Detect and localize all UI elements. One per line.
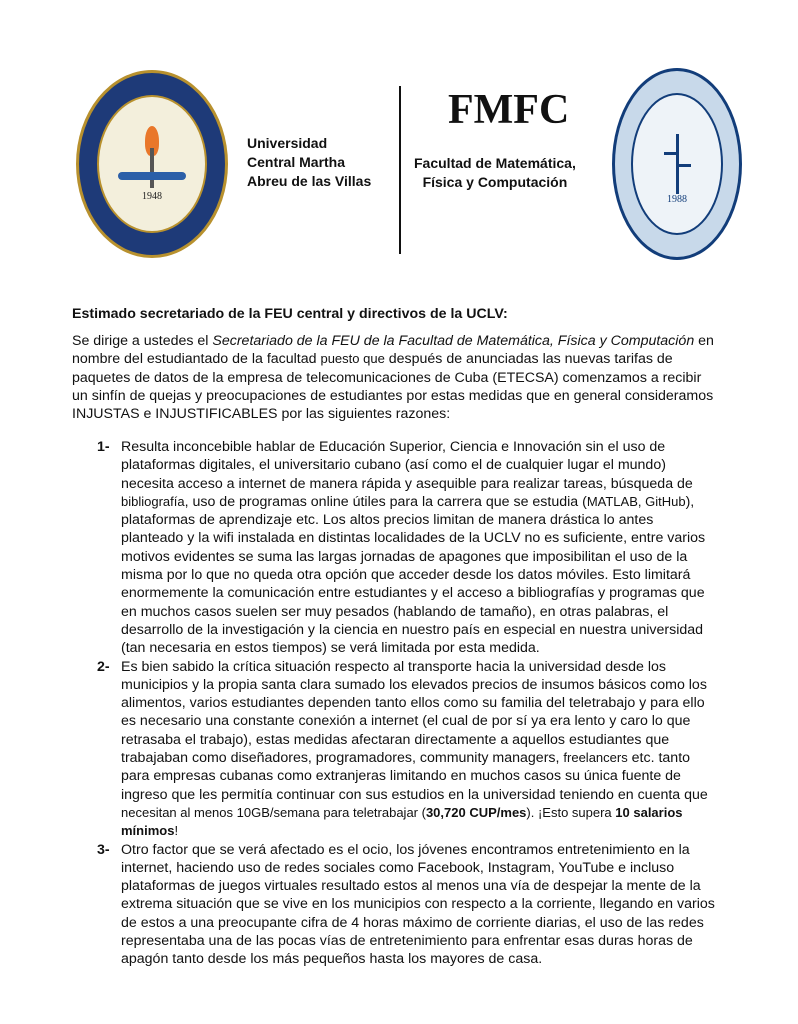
reason-line: municipios y la propia santa clara sumado los elevados precios de insumos básicos como los (121, 676, 707, 693)
intro-text: en (694, 333, 714, 349)
intro-line: paquetes de datos de la empresa de telecomunicaciones de Cuba (ETECSA) comenzamos a recibir (72, 369, 702, 386)
intro-line: un sinfín de quejas y preocupaciones de estudiantes por estas medidas que en general consideramos (72, 387, 714, 404)
seal-inner (97, 95, 207, 233)
reason-line: misma por lo que no queda otra opción que acceder desde los datos móviles. Esto limitará (121, 567, 691, 584)
reason-line: Otro factor que se verá afectado es el ocio, los jóvenes encontramos entretenimiento en la (121, 841, 690, 858)
usb-symbol-icon (676, 134, 679, 194)
reason-text: etc. tanto (627, 750, 691, 767)
university-name-line: Universidad (247, 135, 328, 151)
reason-text: , uso de programas online útiles para la carrera que se estudia ( (184, 493, 587, 510)
intro-text: después de anunciadas las nuevas tarifas de (384, 351, 673, 368)
university-name-line: Abreu de las Villas (247, 173, 372, 189)
torch-icon (150, 148, 154, 188)
reason-line: representaba una de las pocas vías de entretenimiento para enfrentar esas duras horas de (121, 933, 693, 950)
reason-line: plataformas de aprendizaje etc. Los altos precios limitan de manera drástica lo antes (121, 512, 654, 529)
intro-line (72, 350, 742, 368)
faculty-abbreviation: FMFC (448, 87, 570, 133)
seal-year: 1948 (142, 190, 162, 202)
reason-line: apagón tanto desde los más pequeños hasta los mayores de casa. (121, 951, 543, 968)
list-item (97, 658, 745, 841)
reason-line: internet, haciendo uso de redes sociales como Facebook, Instagram, YouTube e incluso (121, 859, 675, 876)
reason-line: retrasaba el trabajo), estas medidas afectaran directamente a aquellos estudiantes que (121, 731, 670, 748)
intro-text: puesto que (320, 351, 385, 367)
reason-line: Resulta inconcebible hablar de Educación Superior, Ciencia e Innovación sin el uso de (121, 439, 666, 455)
intro-line: INJUSTAS e INJUSTIFICABLES por las siguientes razones: (72, 406, 451, 423)
reason-text: ). ¡Esto supera (526, 804, 616, 820)
reason-line: alimentos, varios estudiantes dependen tanto ellos como su familia del teletrabajo y para ello (121, 695, 705, 712)
university-seal-logo (76, 70, 228, 258)
seal-inner (631, 93, 723, 235)
university-name (247, 134, 371, 191)
reason-line: (tan necesaria en estos tiempos) se verá limitada por esta medida. (121, 640, 540, 657)
reason-line: plataformas de juegos virtuales resultado estos al menos una vía de despejar la mente de la (121, 878, 701, 895)
reason-bold-text: mínimos (121, 823, 175, 839)
letter-intro (72, 332, 742, 423)
reason-bold-text: 30,720 CUP/mes (425, 804, 527, 820)
list-item-number: 1- (97, 439, 110, 455)
list-item-number: 2- (97, 658, 110, 675)
faculty-name-line: Física y Computación (422, 174, 568, 190)
list-item (97, 841, 745, 969)
reason-line: Es bien sabido la crítica situación respecto al transporte hacia la universidad desde los (121, 658, 666, 675)
list-item-number: 3- (97, 841, 110, 858)
reason-line: motivos evidentes se suma las largas jornadas de apagones que imposibilitan el uso de la (121, 548, 688, 565)
reason-line (121, 822, 745, 840)
reason-line: extrema situación que se vive en los municipios con respecto a la corriente, llegando en varios (121, 896, 715, 913)
seal-year: 1988 (667, 194, 687, 206)
reason-line: desarrollo de la investigación y la ciencia en nuestro país en especial en nuestra universidad (121, 621, 704, 638)
reason-line: en muchos casos suelen ser muy pesados (hablando de tamaño), en otras palabras, el (121, 603, 669, 620)
intro-line (72, 332, 742, 350)
intro-text: nombre del estudiantado de la facultad (72, 351, 321, 368)
reason-text: necesitan al menos 10GB/semana para teletrabajar ( (121, 804, 426, 820)
reason-line (121, 804, 745, 822)
intro-italic-text: Secretariado de la FEU de la Facultad de Matemática, Física y Computación (212, 333, 695, 349)
reason-line: ingreso que les permitía continuar con sus estudios en la universidad teniendo en cuenta que (121, 786, 708, 803)
header-divider (399, 86, 401, 254)
reason-line: de estos a una preocupante cifra de 4 horas máximo de corriente diarias, el uso de las redes (121, 914, 704, 931)
reason-text: bibliografía (121, 493, 185, 509)
list-item (97, 438, 745, 658)
reason-line (121, 493, 745, 511)
reason-text: freelancers (563, 750, 628, 766)
reason-bold-text: 10 salarios (615, 804, 683, 820)
reason-line: enormemente la comunicación entre estudiantes y el acceso a bibliografías y programas que (121, 585, 705, 602)
faculty-name (414, 154, 576, 192)
letter-salutation: Estimado secretariado de la FEU central y directivos de la UCLV: (72, 306, 508, 322)
faculty-seal-logo (612, 68, 742, 260)
university-name-line: Central Martha (247, 154, 346, 170)
reason-text: trabajaban como diseñadores, programadores, community managers, (121, 750, 564, 767)
reason-line: para empresas cubanas como extranjeras limitando en muchos casos su única fuente de (121, 768, 681, 785)
reason-text: MATLAB, GitHub (586, 493, 686, 509)
reason-line: planteado y la wifi instalada en distintas localidades de la UCLV no es suficiente, entre varios (121, 530, 706, 547)
reason-text: ), (685, 493, 695, 510)
intro-text: Se dirige a ustedes el (72, 333, 213, 349)
reason-text: ! (174, 823, 179, 839)
reason-line: es necesario una constante conexión a internet (el cual de por sí ya era lento y caro lo que (121, 713, 691, 730)
island-map-icon (118, 172, 186, 180)
reason-line (121, 749, 745, 767)
faculty-name-line: Facultad de Matemática, (414, 155, 576, 171)
reasons-list (97, 438, 745, 969)
reason-line: plataformas digitales, el universitario cubano (así como el de cualquier lugar el mundo) (121, 457, 666, 474)
reason-line: necesita acceso a internet de manera rápida y asequible para realizar tareas, búsqueda de (121, 475, 693, 492)
